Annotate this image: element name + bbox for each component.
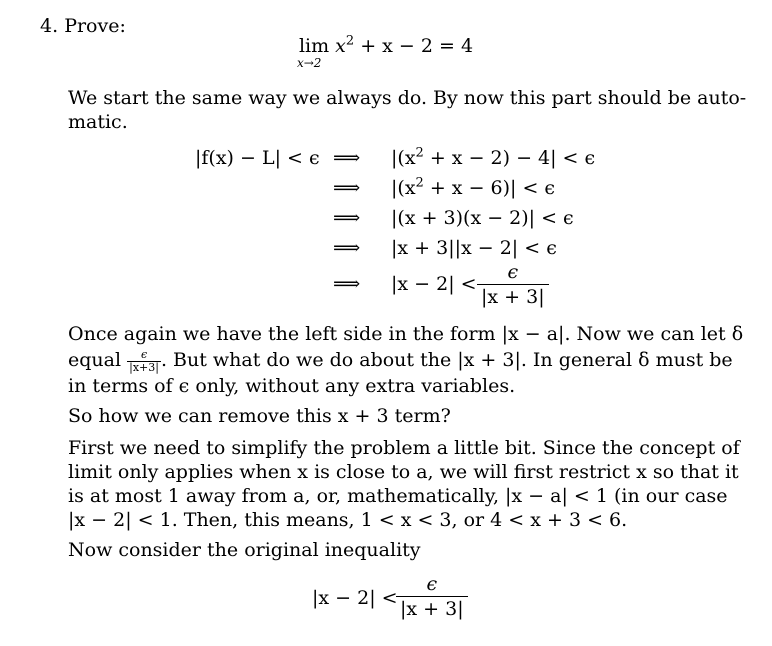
paragraph-4-line-4: |x − 2| < 1. Then, this means, 1 < x < 3, or 4 < x + 3 < 6. xyxy=(68,509,628,531)
derivation-step-3: |(x + 3)(x − 2)| < ϵ xyxy=(391,207,574,229)
fraction-numerator: ϵ xyxy=(507,261,519,283)
paragraph-2-line-1: Once again we have the left side in the form |x − a|. Now we can let δ xyxy=(68,323,744,345)
problem-number-text: 4. xyxy=(40,15,59,37)
implies-arrow: ⟹ xyxy=(333,237,361,259)
implies-arrow: ⟹ xyxy=(333,273,361,295)
paragraph-1-line-2: matic. xyxy=(68,111,128,133)
derivation-lhs: |f(x) − L| < ϵ xyxy=(195,147,320,169)
derivation-step-1: $|(x^2 + x - 2) - 4| < \epsilon$ xyxy=(391,145,596,169)
inline-fraction-denominator: |x+3| xyxy=(129,360,159,374)
fraction-denominator: |x + 3| xyxy=(477,284,549,309)
limit-equation xyxy=(0,33,772,70)
paragraph-4-line-1: First we need to simplify the problem a little bit. Since the concept of xyxy=(68,437,740,459)
derivation-step-2: $|(x^2 + x - 6)| < \epsilon$ xyxy=(391,175,556,199)
implies-arrow: ⟹ xyxy=(333,177,361,199)
paragraph-3: So how we can remove this x + 3 term? xyxy=(68,405,451,427)
inline-fraction xyxy=(127,349,161,374)
problem-label: Prove: xyxy=(64,15,126,37)
paragraph-1-line-1: We start the same way we always do. By now this part should be auto- xyxy=(68,87,747,109)
paragraph-4-line-3: is at most 1 away from a, or, mathematically, |x − a| < 1 (in our case xyxy=(68,485,728,507)
limit-operator: lim x→2 xyxy=(296,35,330,70)
paragraph-2-line-3: in terms of ϵ only, without any extra variables. xyxy=(68,375,516,397)
paragraph-2-equal: equal xyxy=(68,349,122,371)
limit-exponent: 2 xyxy=(345,33,355,49)
final-inequality-lhs: |x − 2| < xyxy=(312,587,398,609)
paragraph-5: Now consider the original inequality xyxy=(68,539,421,561)
derivation-step-5-lhs: |x − 2| < xyxy=(391,273,477,295)
final-fraction-numerator: ϵ xyxy=(426,573,438,595)
inline-fraction-numerator: ϵ xyxy=(140,347,148,361)
derivation-step-5-fraction xyxy=(477,260,549,309)
final-inequality-fraction xyxy=(396,572,468,621)
implies-arrow: ⟹ xyxy=(333,207,361,229)
derivation-step-4: |x + 3||x − 2| < ϵ xyxy=(391,237,557,259)
paragraph-2-line-2 xyxy=(68,348,733,374)
limit-variable: x xyxy=(335,35,346,57)
limit-expression xyxy=(296,33,474,70)
final-fraction-denominator: |x + 3| xyxy=(396,596,468,621)
paragraph-4-line-2: limit only applies when x is close to a, we will first restrict x so that it xyxy=(68,461,739,483)
limit-subscript: x→2 xyxy=(296,56,322,70)
paragraph-2-rest: . But what do we do about the |x + 3|. In general δ must be xyxy=(160,349,733,371)
implies-arrow: ⟹ xyxy=(333,147,361,169)
limit-rest: + x − 2 = 4 xyxy=(354,35,474,57)
